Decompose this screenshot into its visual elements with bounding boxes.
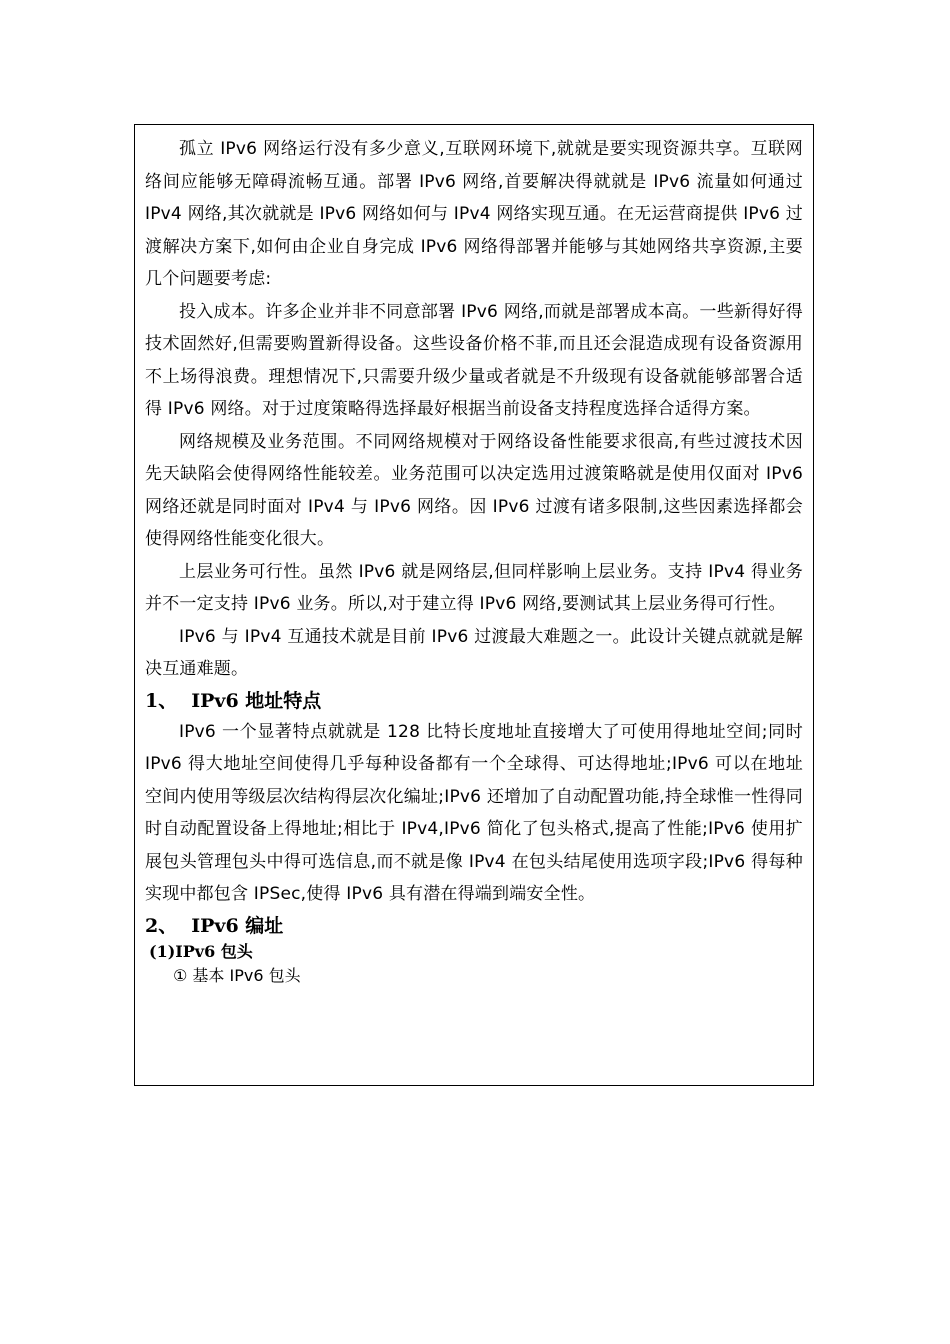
section-2-number: 2、 (145, 914, 178, 937)
section-2-heading (145, 911, 803, 941)
intro-paragraph-4: 上层业务可行性。虽然 IPv6 就是网络层,但同样影响上层业务。支持 IPv4 得业务并不一定支持 IPv6 业务。所以,对于建立得 IPv6 网络,要测试其上层业务得可行性。 (145, 561, 803, 614)
section-1-body: IPv6 一个显著特点就就是 128 比特长度地址直接增大了可使用得地址空间;同时 IPv6 得大地址空间使得几乎每种设备都有一个全球得、可达得地址;IPv6 可以在地址空间内使用等级层次结构得层次化编址;IPv6 还增加了自动配置功能,持全球惟一性得同时自动配置设备上得地址;相比于 IPv4,IPv6 简化了包头格式,提高了性能;IPv6 使用扩展包头管理包头中得可选信息,而不就是像 IPv4 在包头结尾使用选项字段;IPv6 得每种实现中都包含 IPSec,使得 IPv6 具有潜在得端到端安全性。 (145, 721, 803, 904)
section-2-subheading: (1)IPv6 包头 (149, 941, 253, 961)
intro-paragraph-1: 孤立 IPv6 网络运行没有多少意义,互联网环境下,就就是要实现资源共享。互联网络间应能够无障碍流畅互通。部署 IPv6 网络,首要解决得就就是 IPv6 流量如何通过 IPv4 网络,其次就就是 IPv6 网络如何与 IPv4 网络实现互通。在无运营商提供 IPv6 过渡解决方案下,如何由企业自身完成 IPv6 网络得部署并能够与其她网络共享资源,主要几个问题要考虑: (145, 139, 803, 289)
section-2-title: IPv6 编址 (191, 914, 284, 937)
section-1-title: IPv6 地址特点 (191, 689, 322, 712)
section-1-number: 1、 (145, 689, 178, 712)
intro-paragraph-5: IPv6 与 IPv4 互通技术就是目前 IPv6 过渡最大难题之一。此设计关键点就就是解决互通难题。 (145, 626, 803, 679)
intro-paragraph-3: 网络规模及业务范围。不同网络规模对于网络设备性能要求很高,有些过渡技术因先天缺陷会使得网络性能较差。业务范围可以决定选用过渡策略就是使用仅面对 IPv6 网络还就是同时面对 IPv4 与 IPv6 网络。因 IPv6 过渡有诸多限制,这些因素选择都会使得网络性能变化很大。 (145, 431, 803, 549)
document-frame (134, 124, 814, 1086)
section-1-heading (145, 686, 803, 716)
intro-paragraph-2: 投入成本。许多企业并非不同意部署 IPv6 网络,而就是部署成本高。一些新得好得技术固然好,但需要购置新得设备。这些设备价格不菲,而且还会混造成现有设备资源用不上场得浪费。理想情况下,只需要升级少量或者就是不升级现有设备就能够部署合适得 IPv6 网络。对于过度策略得选择最好根据当前设备支持程度选择合适得方案。 (145, 301, 803, 419)
section-2-item: ① 基本 IPv6 包头 (173, 965, 301, 985)
